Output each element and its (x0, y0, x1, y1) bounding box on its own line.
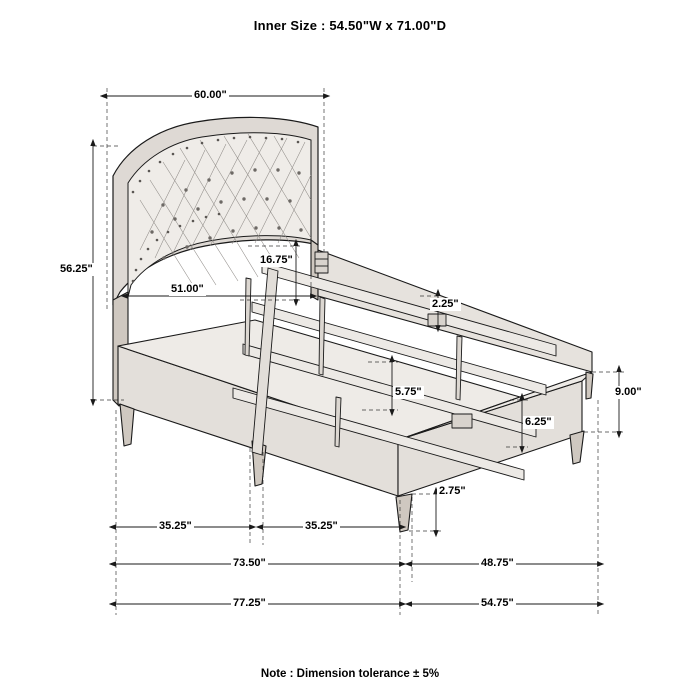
tolerance-note: Note : Dimension tolerance ± 5% (260, 668, 440, 680)
bed-illustration (113, 117, 593, 532)
rail-bracket-foot (452, 414, 472, 428)
dim-label-3525-left: 35.25" (159, 520, 192, 532)
dim-label-225: 2.25" (432, 298, 459, 310)
dim-label-7725: 77.25" (233, 597, 266, 609)
dim-label-275: 2.75" (439, 485, 466, 497)
dim-label-900: 9.00" (615, 386, 642, 398)
rail-bracket-right (428, 314, 446, 326)
dim-label-5625: 56.25" (60, 263, 93, 275)
dim-label-575: 5.75" (395, 386, 422, 398)
leg-foot-right (570, 431, 584, 464)
leg-far-right (586, 372, 593, 399)
dim-label-5475: 54.75" (481, 597, 514, 609)
page-title: Inner Size : 54.50"W x 71.00"D (253, 18, 447, 33)
dim-label-1675: 16.75" (260, 254, 293, 266)
dim-label-60: 60.00" (194, 89, 227, 101)
dim-label-4875: 48.75" (481, 557, 514, 569)
headboard-bracket (315, 252, 328, 273)
dim-label-7350: 73.50" (233, 557, 266, 569)
leg-foot-corner (396, 494, 412, 532)
dim-label-51: 51.00" (171, 283, 204, 295)
dim-label-625: 6.25" (525, 416, 552, 428)
leg-front-left (120, 404, 134, 446)
dim-label-3525-right: 35.25" (305, 520, 338, 532)
